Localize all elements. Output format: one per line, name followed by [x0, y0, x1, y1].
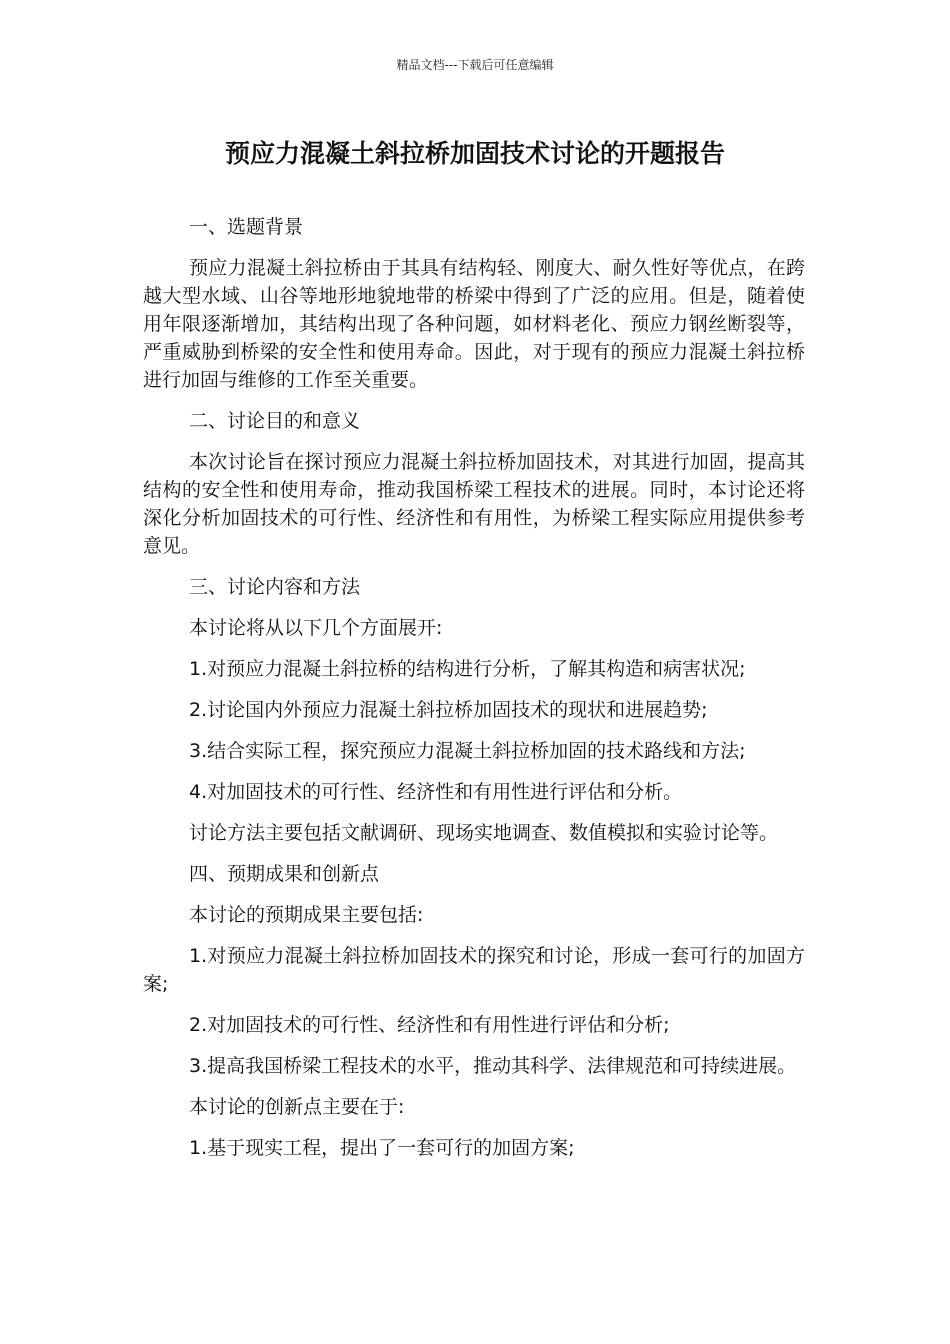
paragraph-innovation-intro: 本讨论的创新点主要在于: — [189, 1096, 405, 1118]
section-heading-outcomes: 四、预期成果和创新点 — [189, 863, 380, 885]
list-item-innovation-1: 1.基于现实工程，提出了一套可行的加固方案; — [189, 1137, 575, 1159]
paragraph-content-intro: 本讨论将从以下几个方面展开: — [189, 617, 443, 639]
paragraph-methods: 讨论方法主要包括文献调研、现场实地调查、数值模拟和实验讨论等。 — [189, 822, 779, 844]
document-body — [143, 213, 805, 1175]
list-item-outcome-1: 1.对预应力混凝土斜拉桥加固技术的探究和讨论，形成一套可行的加固方案; — [143, 945, 805, 995]
section-heading-content-methods: 三、讨论内容和方法 — [189, 576, 361, 598]
section-heading-background: 一、选题背景 — [189, 216, 304, 238]
paragraph-background: 预应力混凝土斜拉桥由于其具有结构轻、刚度大、耐久性好等优点，在跨越大型水域、山谷等地形地貌地带的桥梁中得到了广泛的应用。但是，随着使用年限逐渐增加，其结构出现了各种问题，如材料老化、预应力钢丝断裂等，严重威胁到桥梁的安全性和使用寿命。因此，对于现有的预应力混凝土斜拉桥进行加固与维修的工作至关重要。 — [143, 257, 805, 391]
document-title: 预应力混凝土斜拉桥加固技术讨论的开题报告 — [224, 139, 725, 168]
section-heading-purpose: 二、讨论目的和意义 — [189, 410, 361, 432]
list-item-outcome-3: 3.提高我国桥梁工程技术的水平，推动其科学、法律规范和可持续进展。 — [189, 1055, 797, 1077]
list-item-content-1: 1.对预应力混凝土斜拉桥的结构进行分析，了解其构造和病害状况; — [189, 658, 746, 680]
paragraph-purpose: 本次讨论旨在探讨预应力混凝土斜拉桥加固技术，对其进行加固，提高其结构的安全性和使用寿命，推动我国桥梁工程技术的进展。同时，本讨论还将深化分析加固技术的可行性、经济性和有用性，为桥梁工程实际应用提供参考意见。 — [143, 451, 805, 557]
list-item-content-3: 3.结合实际工程，探究预应力混凝土斜拉桥加固的技术路线和方法; — [189, 740, 746, 762]
list-item-outcome-2: 2.对加固技术的可行性、经济性和有用性进行评估和分析; — [189, 1014, 670, 1036]
list-item-content-2: 2.讨论国内外预应力混凝土斜拉桥加固技术的现状和进展趋势; — [189, 699, 708, 721]
paragraph-outcomes-intro: 本讨论的预期成果主要包括: — [189, 904, 424, 926]
header-note: 精品文档---下载后可任意编辑 — [396, 58, 554, 72]
list-item-content-4: 4.对加固技术的可行性、经济性和有用性进行评估和分析。 — [189, 781, 683, 803]
